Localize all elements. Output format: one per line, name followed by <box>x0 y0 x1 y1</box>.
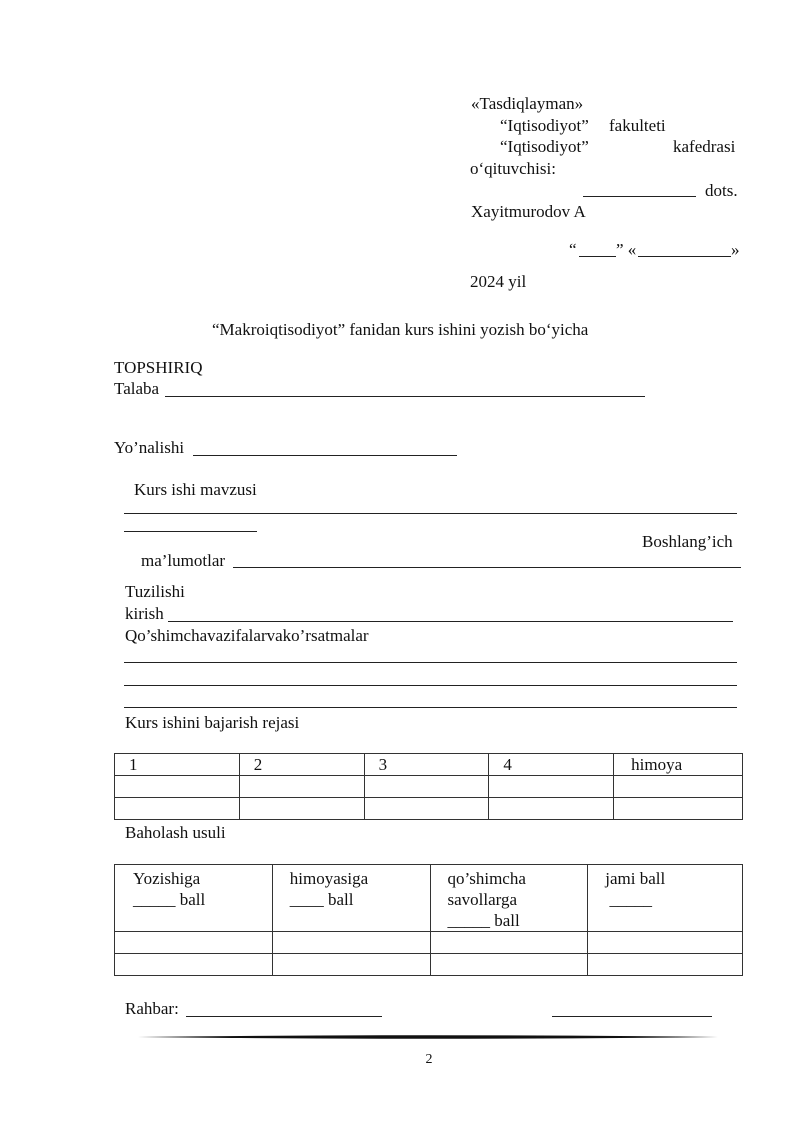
intro-label: kirish <box>125 604 164 623</box>
plan-cell[interactable] <box>489 776 614 798</box>
grading-extra-label-1: qo’shimcha <box>447 869 526 888</box>
plan-cell[interactable] <box>115 798 240 820</box>
additional-field-line-1[interactable] <box>124 662 737 663</box>
grading-extra-label-2: savollarga <box>447 890 518 909</box>
supervisor-signature-line[interactable] <box>552 1016 712 1017</box>
plan-row <box>115 798 743 820</box>
grading-header-cell <box>588 865 743 932</box>
faculty-name: “Iqtisodiyot” <box>500 116 589 135</box>
intro-field-line[interactable] <box>168 621 733 622</box>
plan-cell[interactable] <box>614 776 743 798</box>
grading-cell[interactable] <box>115 954 273 976</box>
grading-header-cell <box>430 865 588 932</box>
grading-cell[interactable] <box>588 932 743 954</box>
page-title: TOPSHIRIQ <box>114 358 203 377</box>
plan-table <box>114 753 743 820</box>
additional-label: Qo’shimchavazifalarvako’rsatmalar <box>125 626 369 645</box>
plan-cell[interactable] <box>364 776 489 798</box>
teacher-rank: dots. <box>705 181 738 200</box>
plan-header-cell: 2 <box>239 754 364 776</box>
plan-cell[interactable] <box>239 776 364 798</box>
date-day-line <box>579 256 616 257</box>
date-quote-mid: ” « <box>616 240 637 259</box>
grading-total-line: _____ <box>605 890 653 909</box>
grading-cell[interactable] <box>115 932 273 954</box>
plan-cell[interactable] <box>364 798 489 820</box>
teacher-signature-line <box>583 196 696 197</box>
grading-defense-label: himoyasiga <box>289 869 369 888</box>
grading-header-row <box>115 865 743 932</box>
date-quote-close: » <box>731 240 740 259</box>
supervisor-name-line[interactable] <box>186 1016 382 1017</box>
plan-header-cell: 3 <box>364 754 489 776</box>
grading-table <box>114 864 743 976</box>
initial-data-label-2: ma’lumotlar <box>141 551 226 570</box>
approval-title: «Tasdiqlayman» <box>471 94 584 113</box>
plan-header-cell: 4 <box>489 754 614 776</box>
topic-field-line-2[interactable] <box>124 531 257 532</box>
topic-label: Kurs ishi mavzusi <box>134 480 257 499</box>
structure-label: Tuzilishi <box>125 582 185 601</box>
direction-field-line[interactable] <box>193 455 457 456</box>
grading-total-label: jami ball <box>605 869 666 888</box>
grading-cell[interactable] <box>272 954 430 976</box>
approval-year: 2024 yil <box>470 272 527 291</box>
grading-cell[interactable] <box>430 954 588 976</box>
plan-cell[interactable] <box>614 798 743 820</box>
plan-header-cell: 1 <box>115 754 240 776</box>
plan-cell[interactable] <box>489 798 614 820</box>
plan-header-cell: himoya <box>614 754 743 776</box>
teacher-label: o‘qituvchisi: <box>470 159 556 178</box>
footer-divider <box>138 1033 718 1041</box>
grading-row <box>115 954 743 976</box>
plan-label: Kurs ishini bajarish rejasi <box>125 713 300 732</box>
grading-writing-label: Yozishiga <box>133 869 201 888</box>
additional-field-line-3[interactable] <box>124 707 737 708</box>
grading-cell[interactable] <box>588 954 743 976</box>
grading-row <box>115 932 743 954</box>
grading-defense-ball: ____ ball <box>289 890 354 909</box>
student-label: Talaba <box>114 379 160 398</box>
plan-row <box>115 776 743 798</box>
grading-writing-ball: _____ ball <box>133 890 206 909</box>
topic-field-line-1[interactable] <box>124 513 737 514</box>
initial-data-field-line[interactable] <box>233 567 741 568</box>
subject-line: “Makroiqtisodiyot” fanidan kurs ishini yozish bo‘yicha <box>212 320 589 339</box>
date-quote-open: “ <box>569 240 577 259</box>
department-name: “Iqtisodiyot” <box>500 137 589 156</box>
date-month-line <box>638 256 731 257</box>
department-word: kafedrasi <box>673 137 736 156</box>
supervisor-label: Rahbar: <box>125 999 179 1018</box>
grading-cell[interactable] <box>272 932 430 954</box>
plan-header-row <box>115 754 743 776</box>
direction-label: Yo’nalishi <box>114 438 185 457</box>
student-field-line[interactable] <box>165 396 645 397</box>
grading-extra-ball: _____ ball <box>447 911 520 930</box>
page-number: 2 <box>425 1052 433 1067</box>
grading-label: Baholash usuli <box>125 823 226 842</box>
plan-cell[interactable] <box>115 776 240 798</box>
teacher-name: Xayitmurodov A <box>471 202 586 221</box>
grading-header-cell <box>272 865 430 932</box>
grading-header-cell <box>115 865 273 932</box>
faculty-word: fakulteti <box>609 116 666 135</box>
plan-cell[interactable] <box>239 798 364 820</box>
initial-data-label-1: Boshlang’ich <box>642 532 733 551</box>
additional-field-line-2[interactable] <box>124 685 737 686</box>
grading-cell[interactable] <box>430 932 588 954</box>
